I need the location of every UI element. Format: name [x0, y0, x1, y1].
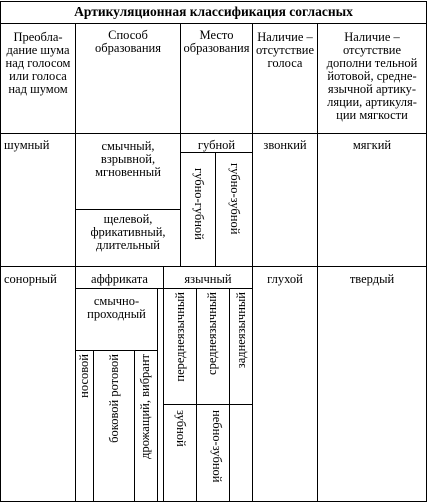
- r2-place-split-a: [196, 288, 197, 502]
- r2-place-frontlingual: переднеязычный: [173, 292, 187, 382]
- r1-manner-fricative: щелевой, фрикативный, длительный: [90, 212, 166, 252]
- title-divider: [0, 23, 427, 24]
- r2-place-backlingual: заднеязычный: [234, 292, 248, 369]
- col-line-1: [75, 23, 76, 502]
- r1-manner-stop: смычный, взрывной, мгновенный: [95, 139, 161, 179]
- header-noise-voice: Преобла- дание шума над голосом или голоса над шумом: [5, 30, 71, 96]
- header-place: Место образования: [183, 28, 250, 55]
- border-bottom: [0, 501, 427, 502]
- r2-place-split-line: [163, 404, 252, 405]
- r2-manner-trill: дрожащий, вибрант: [138, 354, 152, 459]
- r2-manner-split-a: [93, 350, 94, 502]
- r2-manner-split-c: [157, 288, 158, 502]
- r1-place-labial: губной: [197, 138, 236, 152]
- r2-manner-lateral: боковой ротовой: [107, 354, 121, 443]
- col-line-3: [252, 23, 253, 502]
- r1-place-split: [215, 152, 216, 266]
- r2-manner-split-b: [134, 350, 135, 502]
- border-top: [0, 1, 427, 2]
- r2-manner-sub-line: [75, 350, 157, 351]
- r2-hard: твердый: [349, 272, 395, 286]
- r2-place-split-b: [229, 288, 230, 502]
- r2-voiceless: глухой: [267, 272, 303, 286]
- r2-sonorant: сонорный: [4, 272, 57, 286]
- r2-manner-nasal: носовой: [77, 354, 91, 398]
- table-title: Артикуляционная классификация согласных: [74, 4, 353, 19]
- header-palatalization: Наличие – отсутствие дополни тельной йотовой, средне- язычной артику- ляции, артикуля- ции мягкости: [326, 30, 418, 122]
- r2-place-dental: зубной: [174, 410, 188, 447]
- r2-place-palatodental: небно-зубной: [210, 410, 224, 483]
- header-voice: Наличие – отсутствие голоса: [255, 30, 315, 70]
- r1-place-bilabial: губно-губной: [192, 168, 206, 240]
- r2-place-lingual: язычный: [184, 272, 232, 286]
- r2-manner-place-split: [163, 266, 164, 502]
- r1-place-labiodental: губно-зубной: [228, 163, 242, 235]
- header-divider: [0, 133, 427, 134]
- r1-voiced: звонкий: [263, 138, 307, 152]
- header-manner: Способ образования: [95, 28, 161, 55]
- r1-place-head-line: [180, 152, 252, 153]
- r2-place-midlingual: среднеязычный: [205, 292, 219, 375]
- r1-manner-split-line: [75, 209, 180, 210]
- r2-manner-affricate: аффриката: [91, 272, 148, 286]
- row-divider: [0, 266, 427, 267]
- r2-manner-sonorant-pass: смычно- проходный: [87, 294, 146, 321]
- r1-soft: мягкий: [352, 138, 392, 152]
- r1-noisy: шумный: [4, 138, 50, 152]
